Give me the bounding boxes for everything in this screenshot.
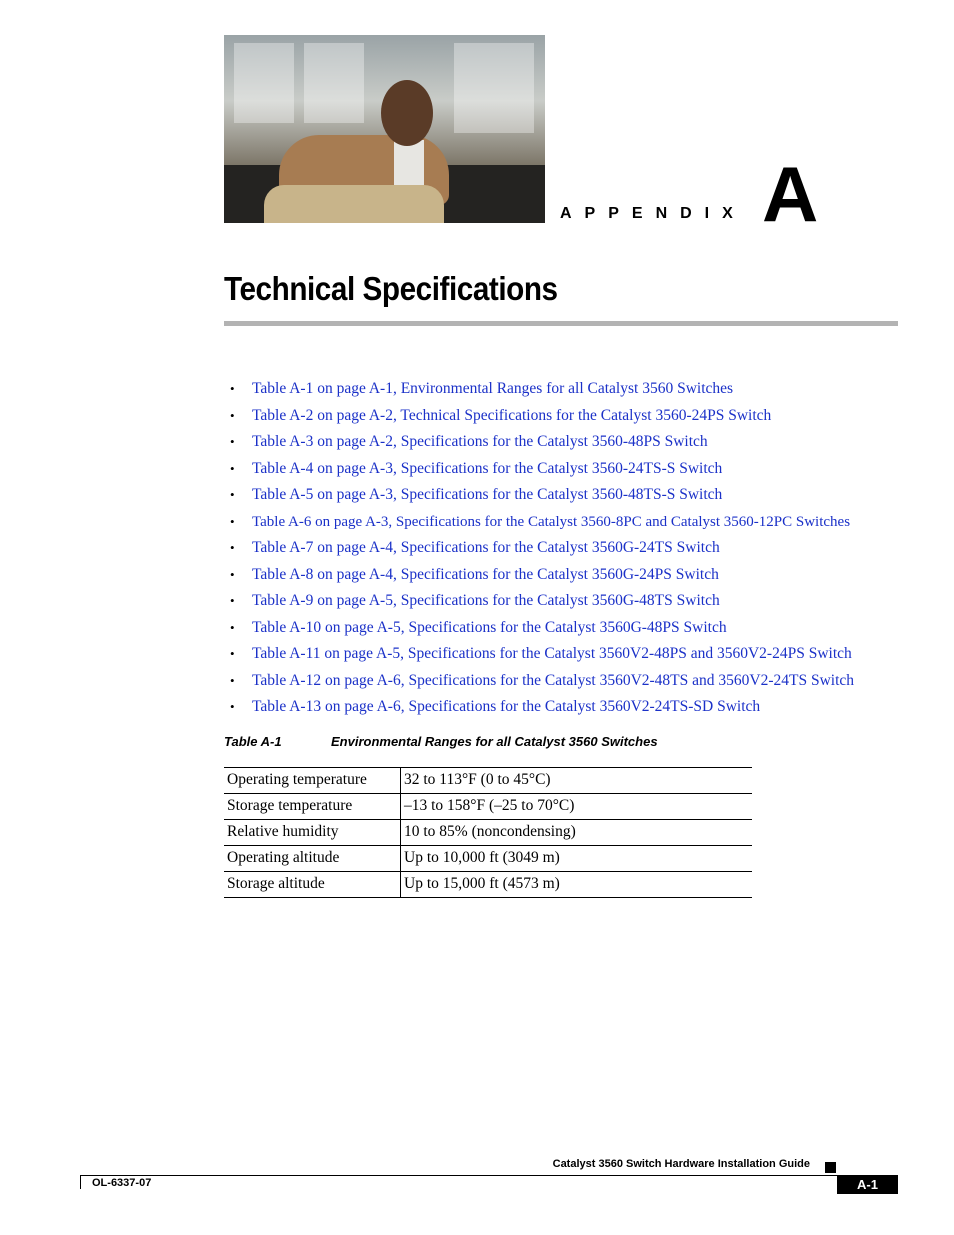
table-cell: Storage altitude [224, 872, 401, 898]
table-cell: Operating altitude [224, 846, 401, 872]
toc-link[interactable]: Table A-5 on page A-3, Specifications for the Catalyst 3560-48TS-S Switch [252, 486, 723, 503]
toc-link[interactable]: Table A-8 on page A-4, Specifications for the Catalyst 3560G-24PS Switch [252, 565, 719, 583]
chapter-photo [224, 35, 545, 223]
table-caption-title: Environmental Ranges for all Catalyst 3560 Switches [331, 734, 658, 749]
toc-link[interactable]: Table A-12 on page A-6, Specifications for the Catalyst 3560V2-48TS and 3560V2-24TS Switch [252, 671, 855, 689]
doc-number: OL-6337-07 [92, 1177, 152, 1189]
list-item [224, 562, 914, 589]
list-item [224, 694, 914, 721]
list-item [224, 668, 914, 695]
toc-link[interactable]: Table A-10 on page A-5, Specifications for the Catalyst 3560G-48PS Switch [252, 618, 727, 636]
footer-rule [80, 1175, 898, 1176]
list-item [224, 641, 914, 668]
table-cell: 32 to 113°F (0 to 45°C) [401, 768, 753, 794]
bullet-icon: • [230, 513, 235, 529]
list-item [224, 509, 914, 536]
appendix-label: APPENDIX [560, 205, 746, 222]
toc-link[interactable]: Table A-11 on page A-5, Specifications for the Catalyst 3560V2-48PS and 3560V2-24PS Switch [252, 645, 852, 662]
toc-link[interactable]: Table A-1 on page A-1, Environmental Ranges for all Catalyst 3560 Switches [252, 380, 734, 397]
table-cell: Up to 10,000 ft (3049 m) [401, 846, 753, 872]
bullet-icon: • [230, 566, 235, 582]
footer-marker [825, 1162, 836, 1173]
bullet-icon: • [230, 646, 235, 661]
bullet-icon: • [230, 699, 235, 714]
bullet-icon: • [230, 407, 235, 423]
bullet-icon: • [230, 672, 235, 688]
toc-link[interactable]: Table A-4 on page A-3, Specifications for the Catalyst 3560-24TS-S Switch [252, 459, 723, 477]
toc-link[interactable]: Table A-7 on page A-4, Specifications for the Catalyst 3560G-24TS Switch [252, 539, 720, 556]
toc-link[interactable]: Table A-3 on page A-2, Specifications for the Catalyst 3560-48PS Switch [252, 433, 708, 450]
bullet-icon: • [230, 434, 235, 449]
bullet-icon: • [230, 593, 235, 608]
appendix-letter: A [762, 150, 819, 238]
title-rule [224, 321, 898, 326]
toc-list [224, 376, 914, 721]
table-cell: Operating temperature [224, 768, 401, 794]
page-number: A-1 [837, 1175, 898, 1194]
table-cell: –13 to 158°F (–25 to 70°C) [401, 794, 753, 820]
footer-tick [80, 1175, 81, 1189]
table-cell: 10 to 85% (noncondensing) [401, 820, 753, 846]
table-row [224, 846, 752, 872]
table-row [224, 768, 752, 794]
environmental-ranges-table [224, 767, 752, 898]
bullet-icon: • [230, 381, 235, 396]
table-row [224, 872, 752, 898]
list-item [224, 456, 914, 483]
footer-guide-title: Catalyst 3560 Switch Hardware Installation Guide [552, 1158, 810, 1170]
list-item [224, 588, 914, 615]
chapter-title: Technical Specifications [224, 270, 558, 307]
bullet-icon: • [230, 460, 235, 476]
list-item [224, 403, 914, 430]
table-caption [224, 734, 658, 749]
table-cell: Storage temperature [224, 794, 401, 820]
bullet-icon: • [230, 540, 235, 555]
table-row [224, 794, 752, 820]
table-cell: Up to 15,000 ft (4573 m) [401, 872, 753, 898]
table-row [224, 820, 752, 846]
list-item [224, 429, 914, 456]
bullet-icon: • [230, 487, 235, 502]
list-item [224, 535, 914, 562]
table-cell: Relative humidity [224, 820, 401, 846]
list-item [224, 376, 914, 403]
toc-link[interactable]: Table A-13 on page A-6, Specifications for the Catalyst 3560V2-24TS-SD Switch [252, 698, 761, 715]
toc-link[interactable]: Table A-9 on page A-5, Specifications for the Catalyst 3560G-48TS Switch [252, 592, 720, 609]
toc-link[interactable]: Table A-2 on page A-2, Technical Specifications for the Catalyst 3560-24PS Switch [252, 406, 772, 424]
list-item [224, 482, 914, 509]
list-item [224, 615, 914, 642]
bullet-icon: • [230, 619, 235, 635]
toc-link[interactable]: Table A-6 on page A-3, Specifications for the Catalyst 3560-8PC and Catalyst 3560-12PC Switches [252, 513, 851, 530]
table-caption-label: Table A-1 [224, 734, 282, 749]
